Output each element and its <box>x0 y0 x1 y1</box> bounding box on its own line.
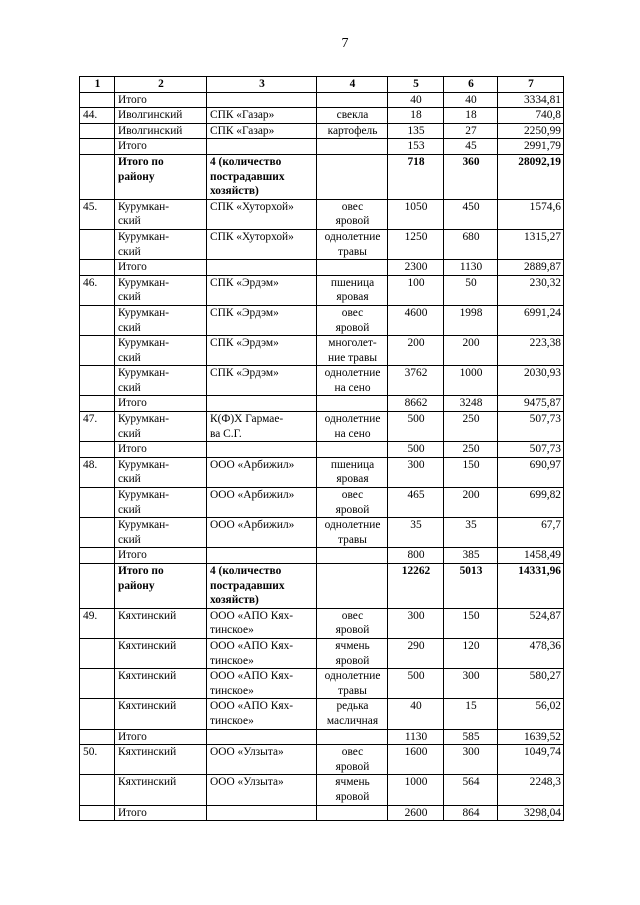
district-cell: Итого <box>115 729 207 745</box>
table-row <box>80 336 564 366</box>
subtotal-row <box>80 139 564 155</box>
damage-cell: 507,73 <box>498 412 564 442</box>
crop-cell: ячмень яровой <box>317 638 388 668</box>
column-header: 3 <box>207 77 317 93</box>
area-cell: 300 <box>388 608 444 638</box>
damage-cell: 524,87 <box>498 608 564 638</box>
area-cell: 500 <box>388 442 444 458</box>
crop-cell <box>317 729 388 745</box>
area-cell: 100 <box>388 275 444 305</box>
farm-cell: ООО «Улзыта» <box>207 775 317 805</box>
crop-cell: овес яровой <box>317 745 388 775</box>
crop-cell <box>317 805 388 821</box>
damage-cell: 478,36 <box>498 638 564 668</box>
row-number-cell <box>80 336 115 366</box>
farm-cell: СПК «Эрдэм» <box>207 366 317 396</box>
damage-cell: 14331,96 <box>498 564 564 609</box>
district-total-row <box>80 154 564 199</box>
column-header: 2 <box>115 77 207 93</box>
crop-cell: однолетние травы <box>317 229 388 259</box>
damage-cell: 28092,19 <box>498 154 564 199</box>
district-cell: Курумкан- ский <box>115 229 207 259</box>
row-number-cell <box>80 139 115 155</box>
damage-cell: 2250,99 <box>498 123 564 139</box>
row-number-cell <box>80 699 115 729</box>
area-cell: 1250 <box>388 229 444 259</box>
table-row <box>80 699 564 729</box>
farm-cell: ООО «Арбижил» <box>207 488 317 518</box>
row-number-cell <box>80 123 115 139</box>
farm-cell: СПК «Газар» <box>207 123 317 139</box>
crop-cell: овес яровой <box>317 305 388 335</box>
district-cell: Курумкан- ский <box>115 305 207 335</box>
loss-area-cell: 864 <box>444 805 498 821</box>
row-number-cell: 46. <box>80 275 115 305</box>
loss-area-cell: 15 <box>444 699 498 729</box>
loss-area-cell: 585 <box>444 729 498 745</box>
crop-cell: картофель <box>317 123 388 139</box>
row-number-cell: 50. <box>80 745 115 775</box>
table-row <box>80 745 564 775</box>
area-cell: 800 <box>388 548 444 564</box>
loss-area-cell: 200 <box>444 336 498 366</box>
loss-area-cell: 250 <box>444 412 498 442</box>
row-number-cell <box>80 775 115 805</box>
area-cell: 12262 <box>388 564 444 609</box>
district-cell: Курумкан- ский <box>115 488 207 518</box>
table-row <box>80 608 564 638</box>
row-number-cell <box>80 229 115 259</box>
district-cell: Итого <box>115 260 207 276</box>
damage-cell: 699,82 <box>498 488 564 518</box>
area-cell: 500 <box>388 412 444 442</box>
loss-area-cell: 45 <box>444 139 498 155</box>
area-cell: 135 <box>388 123 444 139</box>
damage-cell: 3298,04 <box>498 805 564 821</box>
farm-cell: 4 (количество пострадавших хозяйств) <box>207 564 317 609</box>
table-row <box>80 199 564 229</box>
subtotal-row <box>80 805 564 821</box>
farm-cell <box>207 548 317 564</box>
damage-cell: 1574,6 <box>498 199 564 229</box>
farm-cell <box>207 92 317 108</box>
crop-cell <box>317 564 388 609</box>
row-number-cell <box>80 669 115 699</box>
crop-cell: однолетние травы <box>317 669 388 699</box>
farm-cell: ООО «АПО Кях- тинское» <box>207 699 317 729</box>
farm-cell: ООО «АПО Кях- тинское» <box>207 669 317 699</box>
loss-area-cell: 300 <box>444 745 498 775</box>
table-row <box>80 229 564 259</box>
row-number-cell <box>80 729 115 745</box>
farm-cell: ООО «АПО Кях- тинское» <box>207 638 317 668</box>
district-cell: Кяхтинский <box>115 745 207 775</box>
loss-area-cell: 564 <box>444 775 498 805</box>
subtotal-row <box>80 442 564 458</box>
farm-cell <box>207 139 317 155</box>
table-row <box>80 775 564 805</box>
crop-cell: овес яровой <box>317 608 388 638</box>
farm-cell <box>207 396 317 412</box>
row-number-cell <box>80 564 115 609</box>
crop-cell: однолетние на сено <box>317 366 388 396</box>
farm-cell: ООО «Улзыта» <box>207 745 317 775</box>
farm-cell: ООО «АПО Кях- тинское» <box>207 608 317 638</box>
loss-area-cell: 680 <box>444 229 498 259</box>
crop-cell <box>317 154 388 199</box>
row-number-cell <box>80 305 115 335</box>
crop-cell: однолетние на сено <box>317 412 388 442</box>
area-cell: 35 <box>388 518 444 548</box>
district-cell: Итого <box>115 548 207 564</box>
row-number-cell: 47. <box>80 412 115 442</box>
damage-cell: 2991,79 <box>498 139 564 155</box>
crop-cell: редька масличная <box>317 699 388 729</box>
farm-cell: СПК «Хуторхой» <box>207 199 317 229</box>
area-cell: 2300 <box>388 260 444 276</box>
damage-cell: 223,38 <box>498 336 564 366</box>
damage-cell: 6991,24 <box>498 305 564 335</box>
district-cell: Курумкан- ский <box>115 275 207 305</box>
row-number-cell <box>80 488 115 518</box>
row-number-cell <box>80 260 115 276</box>
crop-cell <box>317 442 388 458</box>
table-body <box>80 92 564 821</box>
area-cell: 1050 <box>388 199 444 229</box>
area-cell: 290 <box>388 638 444 668</box>
district-cell: Кяхтинский <box>115 775 207 805</box>
damage-cell: 690,97 <box>498 457 564 487</box>
crop-cell <box>317 548 388 564</box>
loss-area-cell: 300 <box>444 669 498 699</box>
crop-cell <box>317 396 388 412</box>
district-cell: Курумкан- ский <box>115 457 207 487</box>
subtotal-row <box>80 548 564 564</box>
loss-area-cell: 35 <box>444 518 498 548</box>
area-cell: 718 <box>388 154 444 199</box>
crop-cell <box>317 260 388 276</box>
crop-cell <box>317 92 388 108</box>
table-row <box>80 518 564 548</box>
data-table <box>79 76 564 821</box>
loss-area-cell: 27 <box>444 123 498 139</box>
loss-area-cell: 120 <box>444 638 498 668</box>
table-row <box>80 638 564 668</box>
district-cell: Курумкан- ский <box>115 518 207 548</box>
column-header: 5 <box>388 77 444 93</box>
loss-area-cell: 450 <box>444 199 498 229</box>
area-cell: 300 <box>388 457 444 487</box>
row-number-cell <box>80 366 115 396</box>
table-row <box>80 275 564 305</box>
district-cell: Итого <box>115 396 207 412</box>
row-number-cell <box>80 518 115 548</box>
crop-cell: однолетние травы <box>317 518 388 548</box>
crop-cell: пшеница яровая <box>317 457 388 487</box>
row-number-cell <box>80 396 115 412</box>
damage-cell: 2889,87 <box>498 260 564 276</box>
loss-area-cell: 18 <box>444 108 498 124</box>
district-cell: Кяхтинский <box>115 638 207 668</box>
area-cell: 4600 <box>388 305 444 335</box>
district-cell: Курумкан- ский <box>115 412 207 442</box>
damage-cell: 740,8 <box>498 108 564 124</box>
farm-cell: ООО «Арбижил» <box>207 457 317 487</box>
farm-cell: К(Ф)Х Гармае- ва С.Г. <box>207 412 317 442</box>
area-cell: 2600 <box>388 805 444 821</box>
crop-cell: овес яровой <box>317 488 388 518</box>
area-cell: 153 <box>388 139 444 155</box>
loss-area-cell: 1998 <box>444 305 498 335</box>
loss-area-cell: 40 <box>444 92 498 108</box>
loss-area-cell: 250 <box>444 442 498 458</box>
crop-cell: овес яровой <box>317 199 388 229</box>
district-cell: Курумкан- ский <box>115 336 207 366</box>
area-cell: 18 <box>388 108 444 124</box>
damage-cell: 67,7 <box>498 518 564 548</box>
damage-cell: 1639,52 <box>498 729 564 745</box>
crop-cell: пшеница яровая <box>317 275 388 305</box>
table-row <box>80 669 564 699</box>
crop-cell: свекла <box>317 108 388 124</box>
loss-area-cell: 150 <box>444 457 498 487</box>
row-number-cell: 48. <box>80 457 115 487</box>
damage-cell: 580,27 <box>498 669 564 699</box>
area-cell: 200 <box>388 336 444 366</box>
farm-cell: СПК «Эрдэм» <box>207 275 317 305</box>
damage-cell: 2248,3 <box>498 775 564 805</box>
table-row <box>80 488 564 518</box>
district-cell: Иволгинский <box>115 123 207 139</box>
district-cell: Курумкан- ский <box>115 366 207 396</box>
crop-cell: ячмень яровой <box>317 775 388 805</box>
farm-cell <box>207 805 317 821</box>
area-cell: 8662 <box>388 396 444 412</box>
table-row <box>80 457 564 487</box>
area-cell: 3762 <box>388 366 444 396</box>
row-number-cell <box>80 442 115 458</box>
area-cell: 40 <box>388 699 444 729</box>
farm-cell: СПК «Эрдэм» <box>207 336 317 366</box>
farm-cell <box>207 729 317 745</box>
loss-area-cell: 1000 <box>444 366 498 396</box>
damage-cell: 230,32 <box>498 275 564 305</box>
header-row <box>80 77 564 93</box>
district-total-row <box>80 564 564 609</box>
farm-cell <box>207 260 317 276</box>
district-cell: Кяхтинский <box>115 608 207 638</box>
district-cell: Курумкан- ский <box>115 199 207 229</box>
area-cell: 1130 <box>388 729 444 745</box>
damage-cell: 56,02 <box>498 699 564 729</box>
row-number-cell: 45. <box>80 199 115 229</box>
farm-cell: СПК «Газар» <box>207 108 317 124</box>
subtotal-row <box>80 396 564 412</box>
district-cell: Итого <box>115 139 207 155</box>
farm-cell: СПК «Хуторхой» <box>207 229 317 259</box>
table-row <box>80 366 564 396</box>
loss-area-cell: 385 <box>444 548 498 564</box>
farm-cell: ООО «Арбижил» <box>207 518 317 548</box>
row-number-cell <box>80 92 115 108</box>
area-cell: 500 <box>388 669 444 699</box>
row-number-cell <box>80 154 115 199</box>
column-header: 7 <box>498 77 564 93</box>
table-row <box>80 123 564 139</box>
loss-area-cell: 200 <box>444 488 498 518</box>
row-number-cell <box>80 805 115 821</box>
area-cell: 465 <box>388 488 444 518</box>
district-cell: Итого по району <box>115 564 207 609</box>
row-number-cell <box>80 548 115 564</box>
loss-area-cell: 150 <box>444 608 498 638</box>
area-cell: 1000 <box>388 775 444 805</box>
column-header: 1 <box>80 77 115 93</box>
district-cell: Итого <box>115 442 207 458</box>
loss-area-cell: 1130 <box>444 260 498 276</box>
crop-cell <box>317 139 388 155</box>
damage-cell: 9475,87 <box>498 396 564 412</box>
subtotal-row <box>80 729 564 745</box>
damage-cell: 1458,49 <box>498 548 564 564</box>
district-cell: Итого <box>115 805 207 821</box>
district-cell: Итого по району <box>115 154 207 199</box>
farm-cell <box>207 442 317 458</box>
loss-area-cell: 360 <box>444 154 498 199</box>
row-number-cell <box>80 638 115 668</box>
table-row <box>80 108 564 124</box>
district-cell: Кяхтинский <box>115 699 207 729</box>
area-cell: 1600 <box>388 745 444 775</box>
table-row <box>80 305 564 335</box>
farm-cell: 4 (количество пострадавших хозяйств) <box>207 154 317 199</box>
row-number-cell: 49. <box>80 608 115 638</box>
page-number: 7 <box>341 36 349 51</box>
district-cell: Иволгинский <box>115 108 207 124</box>
row-number-cell: 44. <box>80 108 115 124</box>
loss-area-cell: 50 <box>444 275 498 305</box>
column-header: 6 <box>444 77 498 93</box>
subtotal-row <box>80 260 564 276</box>
loss-area-cell: 3248 <box>444 396 498 412</box>
damage-cell: 1315,27 <box>498 229 564 259</box>
damage-cell: 507,73 <box>498 442 564 458</box>
district-cell: Кяхтинский <box>115 669 207 699</box>
column-header: 4 <box>317 77 388 93</box>
table-row <box>80 412 564 442</box>
crop-cell: многолет- ние травы <box>317 336 388 366</box>
area-cell: 40 <box>388 92 444 108</box>
damage-cell: 3334,81 <box>498 92 564 108</box>
loss-area-cell: 5013 <box>444 564 498 609</box>
damage-cell: 2030,93 <box>498 366 564 396</box>
farm-cell: СПК «Эрдэм» <box>207 305 317 335</box>
damage-cell: 1049,74 <box>498 745 564 775</box>
district-cell: Итого <box>115 92 207 108</box>
subtotal-row <box>80 92 564 108</box>
